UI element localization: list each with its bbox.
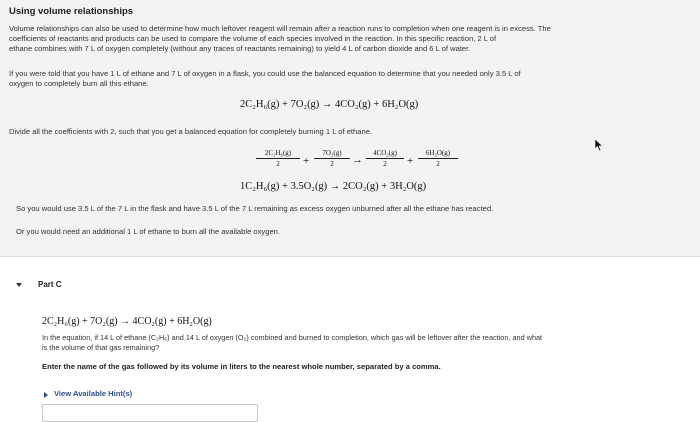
section-title: Using volume relationships [9, 6, 134, 17]
intro-line-3: ethane combines with 7 L of oxygen completely (without any traces of reactants remaining) to yield 4 L of carbon dioxide and 6 L of water. [9, 44, 471, 53]
plus-sign-2: + [407, 155, 414, 167]
mouse-cursor-icon [594, 138, 604, 152]
caret-right-icon[interactable] [44, 392, 48, 398]
flask-line-2: oxygen to completely burn all this ethane. [9, 79, 149, 88]
result-line-1: So you would use 3.5 L of the 7 L in the flask and have 3.5 L of the 7 L remaining as excess oxygen unburned after all the ethane has reacted. [16, 204, 494, 213]
fraction-water-denominator: 2 [436, 160, 440, 168]
plus-sign-1: + [303, 155, 310, 167]
fraction-ethane-numerator: 2C₂H₆(g) [256, 149, 300, 159]
divide-instruction: Divide all the coefficients with 2, such that you get a balanced equation for completely burning 1 L of ethane. [9, 127, 373, 136]
caret-down-icon[interactable] [16, 283, 22, 287]
part-c-question-line-2: is the volume of that gas remaining? [42, 343, 160, 352]
reaction-arrow: → [352, 154, 363, 166]
fraction-oxygen-numerator: 7O₂(g) [314, 149, 350, 159]
fraction-ethane [256, 149, 300, 168]
flask-line-1: If you were told that you have 1 L of ethane and 7 L of oxygen in a flask, you could use the balanced equation to determine that you needed only 3.5 L of [9, 69, 521, 78]
fraction-oxygen-denominator: 2 [330, 160, 334, 168]
fraction-oxygen [314, 149, 350, 168]
intro-line-2: coefficients of reactants and products can be used to compare the volume of each species involved in the reaction. In this specific reaction, 2 L of [9, 34, 497, 43]
part-c-header[interactable]: Part C [38, 280, 62, 289]
view-hints-link[interactable]: View Available Hint(s) [54, 389, 133, 398]
part-c-question-line-1: In the equation, if 14 L of ethane (C₂H₆) and 14 L of oxygen (O₂) combined and burned to completion, which gas will be leftover after the reaction, and what [42, 333, 543, 342]
answer-input[interactable] [42, 404, 258, 422]
section-divider [0, 256, 700, 257]
result-line-2: Or you would need an additional 1 L of ethane to burn all the available oxygen. [16, 227, 280, 236]
part-c-instruction: Enter the name of the gas followed by its volume in liters to the nearest whole number, separated by a comma. [42, 362, 441, 371]
fraction-water [418, 149, 458, 168]
fraction-co2-numerator: 4CO₂(g) [366, 149, 404, 159]
fraction-co2-denominator: 2 [383, 160, 387, 168]
balanced-equation: 2C₂H₆(g) + 7O₂(g) → 4CO₂(g) + 6H₂O(g) [240, 99, 419, 110]
part-c-equation: 2C₂H₆(g) + 7O₂(g) → 4CO₂(g) + 6H₂O(g) [42, 316, 212, 327]
fraction-co2 [366, 149, 404, 168]
fraction-ethane-denominator: 2 [276, 160, 280, 168]
intro-line-1: Volume relationships can also be used to determine how much leftover reagent will remain after a reaction runs to completion when one reagent is in excess. The [9, 24, 551, 33]
halved-equation: 1C₂H₆(g) + 3.5O₂(g) → 2CO₂(g) + 3H₂O(g) [240, 181, 427, 192]
fraction-water-numerator: 6H₂O(g) [418, 149, 458, 159]
